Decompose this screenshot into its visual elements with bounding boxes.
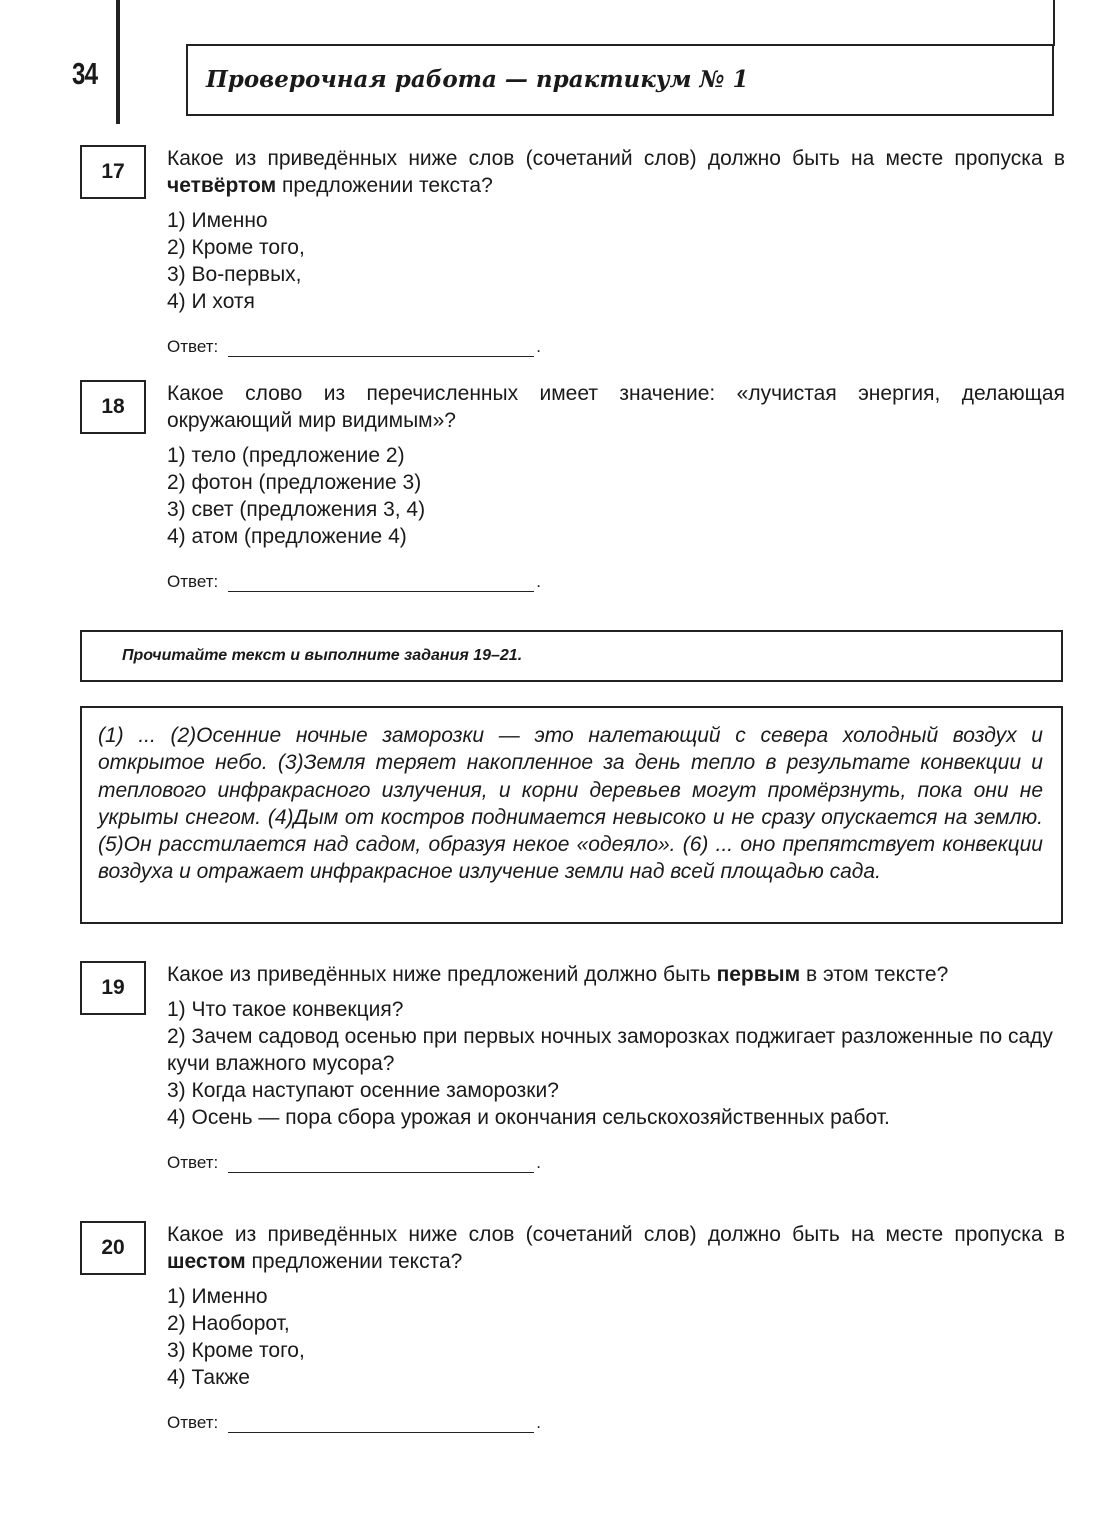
answer-row xyxy=(167,1409,1065,1433)
question-text: Какое слово из перечисленных имеет значение: «лучистая энергия, делающая окружающий мир видимым»? xyxy=(167,382,1065,432)
question xyxy=(167,961,1065,988)
task-body xyxy=(167,380,1065,592)
question-text: Какое из приведённых ниже слов (сочетаний слов) должно быть на месте пропуска в xyxy=(167,1223,1065,1246)
question xyxy=(167,380,1065,434)
option: 1) Именно xyxy=(167,1285,268,1308)
option: 1) Что такое конвекция? xyxy=(167,998,404,1021)
answer-dot: . xyxy=(536,337,541,356)
instruction-box xyxy=(80,630,1063,682)
question-text: Какое из приведённых ниже слов (сочетаний слов) должно быть на месте пропуска в xyxy=(167,147,1065,170)
answer-field[interactable] xyxy=(228,575,534,592)
instruction-text: Прочитайте текст и выполните задания 19–21. xyxy=(122,647,523,664)
answer-label: Ответ: xyxy=(167,572,219,591)
page-title: Проверочная работа — практикум № 1 xyxy=(206,66,749,93)
question xyxy=(167,145,1065,199)
question-emphasis: шестом xyxy=(167,1250,246,1273)
right-rule xyxy=(1053,0,1055,46)
answer-label: Ответ: xyxy=(167,337,219,356)
options-list xyxy=(167,996,1065,1131)
page-number: 34 xyxy=(72,56,98,91)
answer-field[interactable] xyxy=(228,340,534,357)
question-emphasis: первым xyxy=(716,963,801,986)
option: 2) Наоборот, xyxy=(167,1312,290,1335)
left-rule xyxy=(116,0,120,124)
option: 3) Кроме того, xyxy=(167,1339,305,1362)
answer-row xyxy=(167,568,1065,592)
task-number: 17 xyxy=(80,145,146,199)
reading-text: (1) ... (2)Осенние ночные заморозки — это налетающий с севера холодный воздух и открытое небо. (3)Земля теряет накопленное за день тепло в результате конвекции и теплового инфракрасного излучения, и корни деревьев могут промёрзнуть, пока они не укрыты снегом. (4)Дым от костров поднимается невысоко и не сразу опускается на землю. (5)Он расстилается над садом, образуя некое «одеяло». (6) ... оно препятствует конвекции воздуха и отражает инфракрасное излучение земли над всей площадью сада. xyxy=(98,724,1043,884)
answer-row xyxy=(167,333,1065,357)
answer-dot: . xyxy=(536,1153,541,1172)
options-list xyxy=(167,1283,1065,1391)
question-text: Какое из приведённых ниже предложений должно быть xyxy=(167,963,717,986)
option: 2) Кроме того, xyxy=(167,236,305,259)
answer-label: Ответ: xyxy=(167,1153,219,1172)
answer-label: Ответ: xyxy=(167,1413,219,1432)
task-body xyxy=(167,145,1065,357)
option: 3) Во-первых, xyxy=(167,263,302,286)
question-text: предложении текста? xyxy=(245,1250,463,1273)
answer-dot: . xyxy=(536,572,541,591)
option: 2) Зачем садовод осенью при первых ночных заморозках поджигает разложенные по саду кучи влажного мусора? xyxy=(167,1025,1053,1075)
reading-text-box xyxy=(80,706,1063,924)
option: 1) Именно xyxy=(167,209,268,232)
task-body xyxy=(167,1221,1065,1433)
task-number: 18 xyxy=(80,380,146,434)
question xyxy=(167,1221,1065,1275)
task-number: 19 xyxy=(80,961,146,1015)
header-frame xyxy=(186,44,1054,116)
task-body xyxy=(167,961,1065,1173)
options-list xyxy=(167,207,1065,315)
answer-field[interactable] xyxy=(228,1156,534,1173)
question-text: предложении текста? xyxy=(276,174,493,197)
answer-dot: . xyxy=(536,1413,541,1432)
option: 1) тело (предложение 2) xyxy=(167,444,405,467)
option: 2) фотон (предложение 3) xyxy=(167,471,422,494)
question-text: в этом тексте? xyxy=(800,963,949,986)
option: 3) свет (предложения 3, 4) xyxy=(167,498,426,521)
option: 4) И хотя xyxy=(167,290,255,313)
option: 4) атом (предложение 4) xyxy=(167,525,407,548)
task-number: 20 xyxy=(80,1221,146,1275)
answer-field[interactable] xyxy=(228,1416,534,1433)
question-emphasis: четвёртом xyxy=(167,174,277,197)
options-list xyxy=(167,442,1065,550)
answer-row xyxy=(167,1149,1065,1173)
option: 4) Также xyxy=(167,1366,250,1389)
option: 3) Когда наступают осенние заморозки? xyxy=(167,1079,559,1102)
option: 4) Осень — пора сбора урожая и окончания сельскохозяйственных работ. xyxy=(167,1106,890,1129)
